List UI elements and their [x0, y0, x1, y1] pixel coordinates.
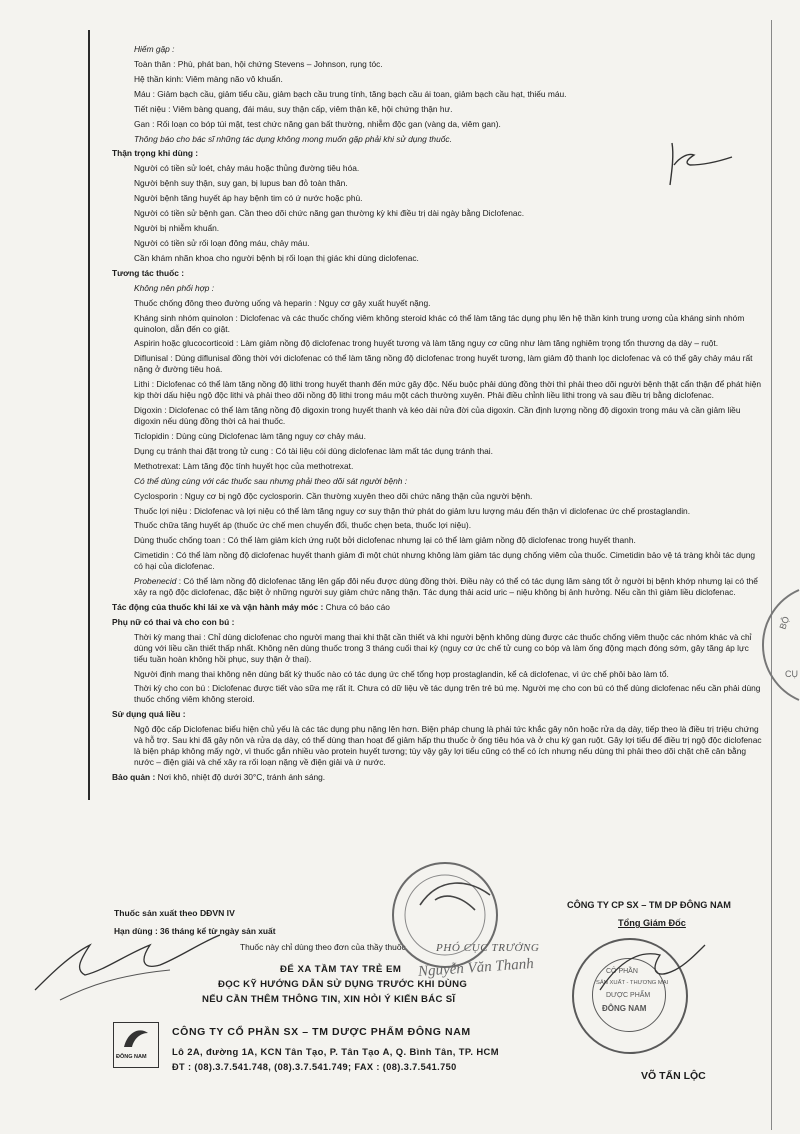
company-name: CÔNG TY CỔ PHẦN SX – TM DƯỢC PHẨM ĐÔNG NAM	[172, 1026, 471, 1038]
official-stamp-left	[380, 855, 510, 975]
precautions-heading: Thận trọng khi dùng :	[112, 148, 199, 159]
precaution-line-3: Người bệnh tăng huyết áp hay bệnh tim có ứ nước hoặc phù.	[134, 193, 363, 204]
interaction-line-4: Diflunisal : Dùng diflunisal đồng thời với diclofenac có thể làm tăng nồng độ diclofenac trong huyết tương, làm giảm độ thanh lọc diclofenac và có thể gây chảy máu rất nặng ở đường tiêu hoá.	[134, 353, 753, 375]
company-phone: ĐT : (08).3.7.541.748, (08).3.7.541.749; FAX : (08).3.7.541.750	[172, 1062, 457, 1072]
interaction-line-9: Methotrexat: Làm tăng độc tính huyết học của methotrexat.	[134, 460, 354, 471]
logo-text: ĐÔNG NAM	[116, 1054, 147, 1060]
right-border-line	[771, 20, 772, 1130]
not-combine-heading: Không nên phối hợp :	[134, 282, 215, 293]
interaction2-line-2: Thuốc lợi niệu : Diclofenac và lợi niệu có thể làm tăng nguy cơ suy thận thứ phát do giảm lưu lượng máu đến thận vì diclofenac ức chế prostaglandin.	[134, 505, 691, 516]
pregnancy-heading: Phụ nữ có thai và cho con bú :	[112, 616, 235, 627]
interaction-line-1: Thuốc chống đông theo đường uống và heparin : Nguy cơ gây xuất huyết nặng.	[134, 297, 431, 308]
left-border-line	[88, 30, 90, 800]
overdose-heading: Sử dụng quá liều :	[112, 709, 186, 720]
signature-name: VÕ TẤN LỘC	[641, 1070, 706, 1082]
warning-line-2: ĐỌC KỸ HƯỚNG DẪN SỬ DỤNG TRƯỚC KHI DÙNG	[218, 979, 468, 990]
interaction2-line-3: Thuốc chữa tăng huyết áp (thuốc ức chế men chuyển đổi, thuốc chẹn beta, thuốc lợi niệu).	[134, 520, 472, 531]
interaction-line-8: Dụng cụ tránh thai đặt trong tử cung : Có tài liệu cói dùng diclofenac làm mất tác dụng tránh thai.	[134, 445, 493, 456]
probenecid-paragraph	[112, 576, 762, 598]
logo-swoosh-icon	[114, 1023, 158, 1053]
driving-text: Chưa có báo cáo	[323, 601, 390, 612]
interaction-line-6: Digoxin : Diclofenac có thể làm tăng nồng độ digoxin trong huyết thanh và kéo dài nửa đời của digoxin. Cần định lượng nồng độ digoxin trong máu và cần giảm liều digoxin nếu dùng đồng thời cả hai thuốc.	[134, 405, 741, 426]
interactions-heading: Tương tác thuốc :	[112, 267, 185, 278]
svg-text:CỤ: CỤ	[785, 669, 798, 679]
interaction2-line-1: Cyclosporin : Nguy cơ bị ngộ độc cyclosporin. Cần thường xuyên theo dõi chức năng thận của người bệnh.	[134, 490, 533, 501]
stamp-right-center-3: DƯỢC PHẨM	[606, 992, 651, 999]
rare-line-5: Gan : Rối loạn co bóp túi mật, test chức năng gan bất thường, nhiễm độc gan (vàng da, viêm gan).	[134, 118, 501, 129]
overdose-text: Ngộ độc cấp Diclofenac biểu hiện chủ yếu là các tác dụng phụ nặng lên hơn. Biện pháp chung là phải tức khắc gây nôn hoặc rửa dạ dày, tiếp theo là điều trị triệu chứng và hỗ trợ. Sau khi đã gây nôn và rửa dạ dày, có thể dùng than hoạt để giảm hấp thu thuốc ở ống tiêu hóa và ở chu kỳ gan ruột. Gây lợi tiểu để điều trị ngộ độc diclofenac là biện pháp không mấy ngờ, vì thuốc gắn nhiều vào protein huyết tương; tùy vậy gây lợi tiểu cũng có thể có ích nhưng nếu dùng thì phải theo dõi chặt chẽ cân bằng nước – điện giải và chế xây ra rối loạn nặng về điện giải và ứ nước.	[134, 724, 762, 768]
signature-title: Tổng Giám Đốc	[618, 918, 686, 928]
interaction2-line-5: Cimetidin : Có thể làm nồng độ diclofenac huyết thanh giảm đi một chút nhưng không làm giảm tác dụng chống viêm của thuốc. Cimetidin bảo vệ tá tràng khỏi tác dụng có hại của diclofenac.	[134, 550, 756, 572]
expiry-text: Hạn dùng : 36 tháng kể từ ngày sản xuất	[114, 926, 276, 936]
precaution-line-5: Người bị nhiễm khuẩn.	[134, 223, 220, 234]
precaution-line-7: Cần khám nhãn khoa cho người bệnh bị rối loạn thị giác khi dùng diclofenac.	[134, 252, 419, 263]
rare-note: Thông báo cho bác sĩ những tác dụng không mong muốn gặp phải khi sử dụng thuốc.	[134, 133, 452, 144]
probenecid-text: : Có thể làm nồng độ diclofenac tăng lên gấp đôi nếu được dùng đồng thời. Điều này có thể có tác dụng lâm sàng tốt ở người bị bệnh khớp nhưng lại có thể xảy ra ngộ độc diclofenac, đặc biệt ở những người suy giảm chức năng thận. Tác dụng thải acid uric – niệu không bị ảnh hưởng. Nếu cần thì giảm liều diclofenac.	[134, 576, 758, 598]
rare-heading: Hiếm gặp :	[134, 44, 175, 54]
pregnancy-line-3: Thời kỳ cho con bú : Diclofenac được tiết vào sữa mẹ rất ít. Chưa có dữ liệu về tác dụng trên trẻ bú mẹ. Người mẹ cho con bú có thể dùng diclofenac nếu cần phải dùng thuốc chống viêm không steroid.	[134, 683, 761, 705]
stamp-left-title: PHÓ CỤC TRƯỞNG	[436, 942, 540, 954]
storage-text: Nơi khô, nhiệt độ dưới 30°C, tránh ánh sáng.	[155, 771, 326, 782]
interaction-line-2: Kháng sinh nhóm quinolon : Diclofenac và các thuốc chống viêm không steroid khác có thể làm tăng tác dụng phụ lên hệ thần kinh trung ương của kháng sinh nhóm quinolon, dẫn đến co giật.	[134, 312, 745, 334]
pregnancy-line-1: Thời kỳ mang thai : Chỉ dùng diclofenac cho người mang thai khi thật cần thiết và khi người bệnh không dùng được các thuốc chống viêm thuộc các nhóm khác và chỉ dùng với liều cần thiết thấp nhất. Không nên dùng thuốc trong 3 tháng cuối thai kỳ (nguy cơ ức chế tử cung co bóp và làm ống động mạch đóng sớm, gây tăng áp lực tiểu tuần hoàn không hồi phục, suy thận ở thai).	[134, 631, 752, 664]
storage-label: Bảo quản :	[112, 771, 156, 782]
precaution-line-1: Người có tiền sử loét, chảy máu hoặc thủng đường tiêu hóa.	[134, 163, 360, 174]
warning-line-1: ĐỂ XA TẦM TAY TRẺ EM	[280, 964, 402, 975]
interaction-line-5: Lithi : Diclofenac có thể làm tăng nồng độ lithi trong huyết thanh đến mức gây độc. Nếu buộc phải dùng đồng thời thì phải theo dõi người bệnh thật cẩn thận để phát hiện kịp thời dấu hiệu ngộ độc lithi và phải theo dõi nồng độ lithi trong máu một cách thường xuyên. Phải điều chỉnh liều lithi trong và sau điều trị bằng diclofenac.	[134, 379, 762, 401]
stamp-right-center-2: SẢN XUẤT - THƯƠNG MẠI	[596, 980, 669, 986]
can-combine-heading: Có thể dùng cùng với các thuốc sau nhưng phải theo dõi sát người bệnh :	[134, 475, 408, 486]
leaflet-content	[112, 44, 762, 787]
rare-line-2: Hệ thần kinh: Viêm màng não vô khuẩn.	[134, 73, 283, 84]
precaution-line-6: Người có tiền sử rối loạn đông máu, chảy máu.	[134, 237, 310, 248]
driving-paragraph	[112, 602, 762, 613]
rare-line-4: Tiết niệu : Viêm bàng quang, đái máu, suy thận cấp, viêm thận kẽ, hội chứng thận hư.	[134, 103, 453, 114]
pregnancy-line-2: Người định mang thai không nên dùng bất kỳ thuốc nào có tác dụng ức chế tổng hợp prostaglandin, kể cả diclofenac, vì ức chế phôi bào làm tổ.	[134, 668, 669, 679]
warning-line-3: NẾU CẦN THÊM THÔNG TIN, XIN HỎI Ý KIẾN BÁC SĨ	[202, 994, 456, 1005]
director-signature-icon	[590, 930, 710, 1010]
rare-line-3: Máu : Giảm bạch cầu, giảm tiểu cầu, giảm bạch cầu trung tính, tăng bạch cầu ái toan, giảm bạch cầu hạt, thiếu máu.	[134, 88, 567, 99]
driving-heading: Tác động của thuốc khi lái xe và vận hành máy móc :	[112, 601, 324, 612]
precaution-line-4: Người có tiền sử bệnh gan. Cần theo dõi chức năng gan thường kỳ khi điều trị dài ngày bằng Diclofenac.	[134, 208, 525, 219]
signature-company: CÔNG TY CP SX – TM DP ĐÔNG NAM	[567, 900, 731, 910]
company-address: Lô 2A, đường 1A, KCN Tân Tạo, P. Tân Tạo A, Q. Bình Tân, TP. HCM	[172, 1046, 499, 1057]
interaction-line-3: Aspirin hoặc glucocorticoid : Làm giảm nồng độ diclofenac trong huyết tương và làm tăng nguy cơ cũng như làm tăng nghiêm trọng tổn thương dạ dày – ruột.	[134, 338, 719, 349]
standard-text: Thuốc sản xuất theo DĐVN IV	[114, 908, 235, 918]
stamp-left-signer: Nguyễn Văn Thanh	[417, 955, 535, 981]
prescription-text: Thuốc này chỉ dùng theo đơn của thầy thuốc	[240, 942, 406, 952]
storage-paragraph	[112, 772, 762, 783]
company-logo	[113, 1022, 159, 1068]
interaction-line-7: Ticlopidin : Dùng cùng Diclofenac làm tăng nguy cơ chảy máu.	[134, 430, 366, 441]
precaution-line-2: Người bệnh suy thận, suy gan, bị lupus ban đỏ toàn thân.	[134, 178, 348, 189]
svg-text:BỘ: BỘ	[777, 615, 792, 631]
rare-line-1: Toàn thân : Phù, phát ban, hội chứng Stevens – Johnson, rụng tóc.	[134, 58, 383, 69]
probenecid-label: Probenecid	[134, 576, 177, 587]
stamp-right-center-1: CÔ PHẦN	[606, 968, 638, 975]
interaction2-line-4: Dùng thuốc chống toan : Có thể làm giảm kích ứng ruột bởi diclofenac nhưng lại có thể làm giảm nồng độ diclofenac trong huyết thanh.	[134, 535, 636, 546]
stamp-right-center-4: ĐÔNG NAM	[602, 1004, 647, 1013]
handwritten-signature-icon	[30, 915, 230, 1005]
